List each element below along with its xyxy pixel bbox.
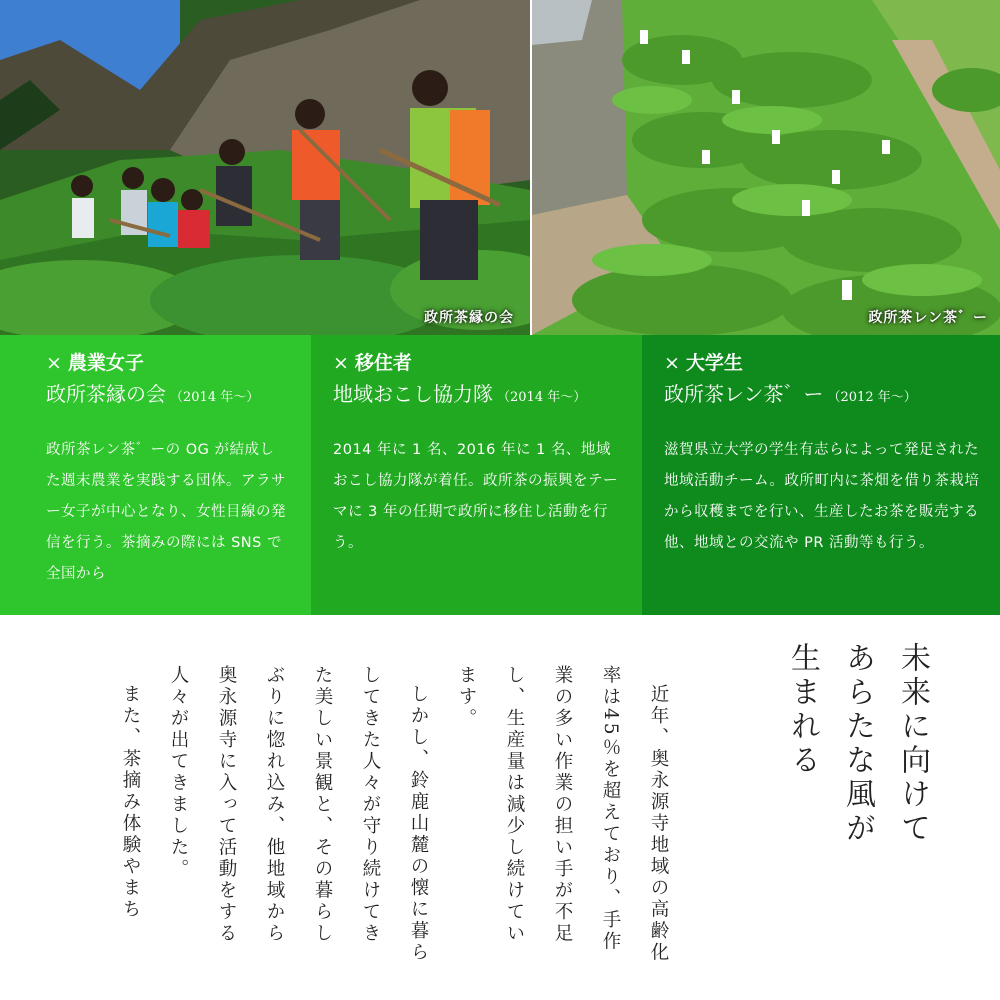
panel-tag-label: 大学生 — [685, 352, 743, 374]
panel-description: 滋賀県立大学の学生有志らによって発足された地域活動チーム。政所町内に茶畑を借り茶栽培から収穫までを行い、生産したお茶を販売する他、地域との交流や PR 活動等も行う。 — [664, 442, 980, 551]
headline-line-3: 生まれる — [785, 642, 820, 778]
photo-tea-field-women — [0, 0, 530, 335]
panel-org-name: 政所茶縁の会 — [46, 382, 166, 406]
group-panels — [0, 335, 1000, 615]
photo-tea-field-students — [532, 0, 1000, 335]
headline-line-1: 未来に向けて — [895, 642, 930, 846]
panel-org — [333, 377, 624, 415]
panel-tag-label: 農業女子 — [67, 352, 144, 374]
photo-illustration-left — [0, 0, 530, 335]
photo-strip — [0, 0, 1000, 335]
panel-org-since: （2012 年〜） — [827, 390, 917, 405]
panel-org-name: 地域おこし協力隊 — [333, 382, 493, 406]
cross-mark: × — [664, 352, 680, 374]
body-text — [106, 665, 682, 965]
headline-line-2: あらたな風が — [840, 642, 875, 846]
panel-women-farmers — [0, 335, 311, 615]
photo-caption-left: 政所茶縁の会 — [424, 310, 514, 326]
cross-mark: × — [46, 352, 62, 374]
panel-tag — [46, 349, 289, 377]
panel-org — [46, 377, 289, 415]
panel-org-since: （2014 年〜） — [497, 390, 587, 405]
panel-org-since: （2014 年〜） — [170, 390, 260, 405]
body-paragraph-3: また、茶摘み体験やまち — [120, 683, 141, 920]
panel-tag — [333, 349, 624, 377]
cross-mark: × — [333, 352, 349, 374]
headline — [775, 642, 940, 972]
photo-illustration-right — [532, 0, 1000, 335]
body-paragraph-1: 近年、奥永源寺地域の高齢化率は45％を超えており、手作業の多い作業の担い手が不足し、生産量は減少し続けています。 — [456, 665, 669, 963]
photo-caption-right: 政所茶レン茶゛ー — [868, 310, 988, 326]
body-paragraph-2: しかし、鈴鹿山麓の懐に暮らしてきた人々が守り続けてきた美しい景観と、その暮らしぶりに惚れ込み、他地域から奥永源寺に入って活動をする人々が出てきました。 — [168, 665, 429, 963]
panel-tag — [664, 349, 980, 377]
panel-migrants — [311, 335, 642, 615]
panel-tag-label: 移住者 — [354, 352, 412, 374]
panel-description: 2014 年に 1 名、2016 年に 1 名、地域おこし協力隊が着任。政所茶の振興をテーマに 3 年の任期で政所に移住し活動を行う。 — [333, 442, 618, 551]
panel-description: 政所茶レン茶゛ーの OG が結成した週末農業を実践する団体。アラサー女子が中心となり、女性目線の発信を行う。茶摘みの際には SNS で全国から — [46, 442, 286, 582]
panel-org — [664, 377, 980, 415]
panel-students — [642, 335, 1000, 615]
panel-org-name: 政所茶レン茶゛ー — [664, 382, 824, 406]
